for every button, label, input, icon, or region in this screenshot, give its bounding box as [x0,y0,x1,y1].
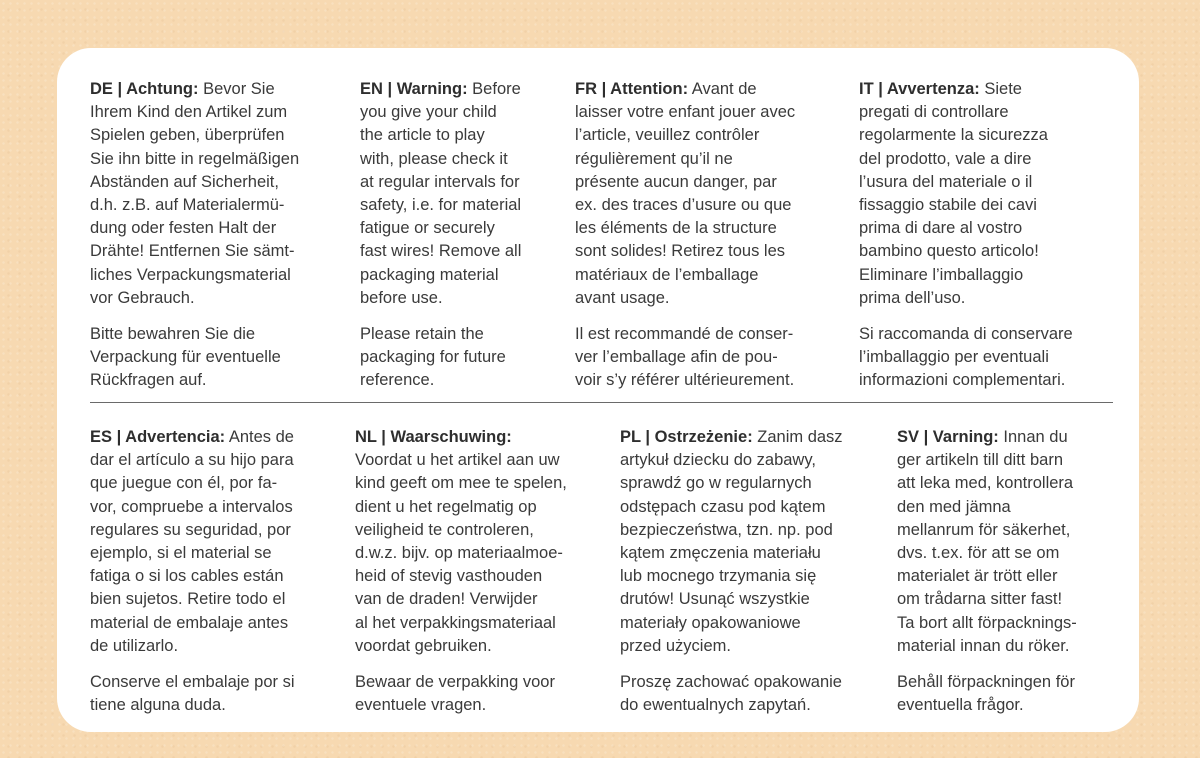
warning-es-heading: ES | Advertencia: [90,428,226,446]
warning-pl-text [620,426,885,658]
warning-de-text [90,78,350,310]
warning-fr [575,78,845,393]
warning-en-note: Please retain the packaging for future reference. [360,325,506,390]
warning-fr-note: Il est recommandé de conser- ver l’emballage afin de pou- voir s’y référer ultérieurement. [575,325,795,390]
warning-de-heading: DE | Achtung: [90,80,199,98]
warning-de-body: Bevor Sie Ihrem Kind den Artikel zum Spielen geben, überprüfen Sie ihn bitte in regelmäßigen Abständen auf Sicherheit, d.h. z.B. auf Materialermü- dung oder festen Halt der Drähte! Entfernen Sie sämt- liches Verpackungsmaterial vor Gebrauch. [90,80,300,307]
warning-en [360,78,565,393]
warning-es-note: Conserve el embalaje por si tiene alguna duda. [90,673,295,715]
warning-en-body: Before you give your child the article to play with, please check it at regular intervals for safety, i.e. for material fatigue or securely fast wires! Remove all packaging material before use. [360,80,522,307]
warning-sv-body: Innan du ger artikeln till ditt barn att leka med, kontrollera den med jämna mellanrum för säkerhet, dvs. t.ex. för att se om materialet är trött eller om trådarna sitter fast! Ta bort allt förpacknings- material innan du röker. [897,428,1077,655]
section-divider [90,402,1113,403]
warning-it-text [859,78,1129,310]
warning-it [859,78,1129,393]
warning-de-note: Bitte bewahren Sie die Verpackung für eventuelle Rückfragen auf. [90,325,281,390]
warning-nl-body: Voordat u het artikel aan uw kind geeft om mee te spelen, dient u het regelmatig op veiligheid te controleren, d.w.z. bijv. op materiaalmoe- heid of stevig vasthouden van de draden! Verwijder al het verpakkingsmateriaal voordat gebruiken. [355,451,567,655]
warning-en-text [360,78,565,310]
warning-es-text [90,426,340,658]
warning-sv-text [897,426,1132,658]
warning-en-heading: EN | Warning: [360,80,468,98]
warning-pl [620,426,885,717]
warning-it-body: Siete pregati di controllare regolarmente la sicurezza del prodotto, vale a dire l’usura del materiale o il fissaggio stabile dei cavi prima di dare al vostro bambino questo articolo! Eliminare l’imballaggio prima dell’uso. [859,80,1048,307]
warning-it-note: Si raccomanda di conservare l’imballaggio per eventuali informazioni complementari. [859,325,1073,390]
warning-fr-heading: FR | Attention: [575,80,689,98]
warning-fr-body: Avant de laisser votre enfant jouer avec l’article, veuillez contrôler régulièrement qu’il ne présente aucun danger, par ex. des traces d’usure ou que les éléments de la structure sont solides! Retirez tous les matériaux de l’emballage avant usage. [575,80,796,307]
warning-nl-text [355,426,605,658]
warning-fr-text [575,78,845,310]
warning-card [57,48,1139,732]
warning-de [90,78,350,393]
warning-es [90,426,340,717]
warning-pl-note: Proszę zachować opakowanie do ewentualnych zapytań. [620,673,842,715]
warning-it-heading: IT | Avvertenza: [859,80,980,98]
warning-sv-note: Behåll förpackningen för eventuella frågor. [897,673,1075,715]
warning-nl [355,426,605,717]
warning-es-body: Antes de dar el artículo a su hijo para que juegue con él, por fa- vor, compruebe a intervalos regulares su seguridad, por ejemplo, si el material se fatiga o si los cables están bien sujetos. Retire todo el material de embalaje antes de utilizarlo. [90,428,294,655]
warning-sv-heading: SV | Varning: [897,428,999,446]
warning-pl-body: Zanim dasz artykuł dziecku do zabawy, sprawdź go w regularnych odstępach czasu pod kątem bezpieczeństwa, tzn. np. pod kątem zmęczenia materiału lub mocnego trzymania się drutów! Usunąć wszystkie materiały opakowaniowe przed użyciem. [620,428,843,655]
warning-sv [897,426,1132,717]
warning-nl-heading: NL | Waarschuwing: [355,428,512,446]
warning-pl-heading: PL | Ostrzeżenie: [620,428,753,446]
warning-nl-note: Bewaar de verpakking voor eventuele vragen. [355,673,555,715]
